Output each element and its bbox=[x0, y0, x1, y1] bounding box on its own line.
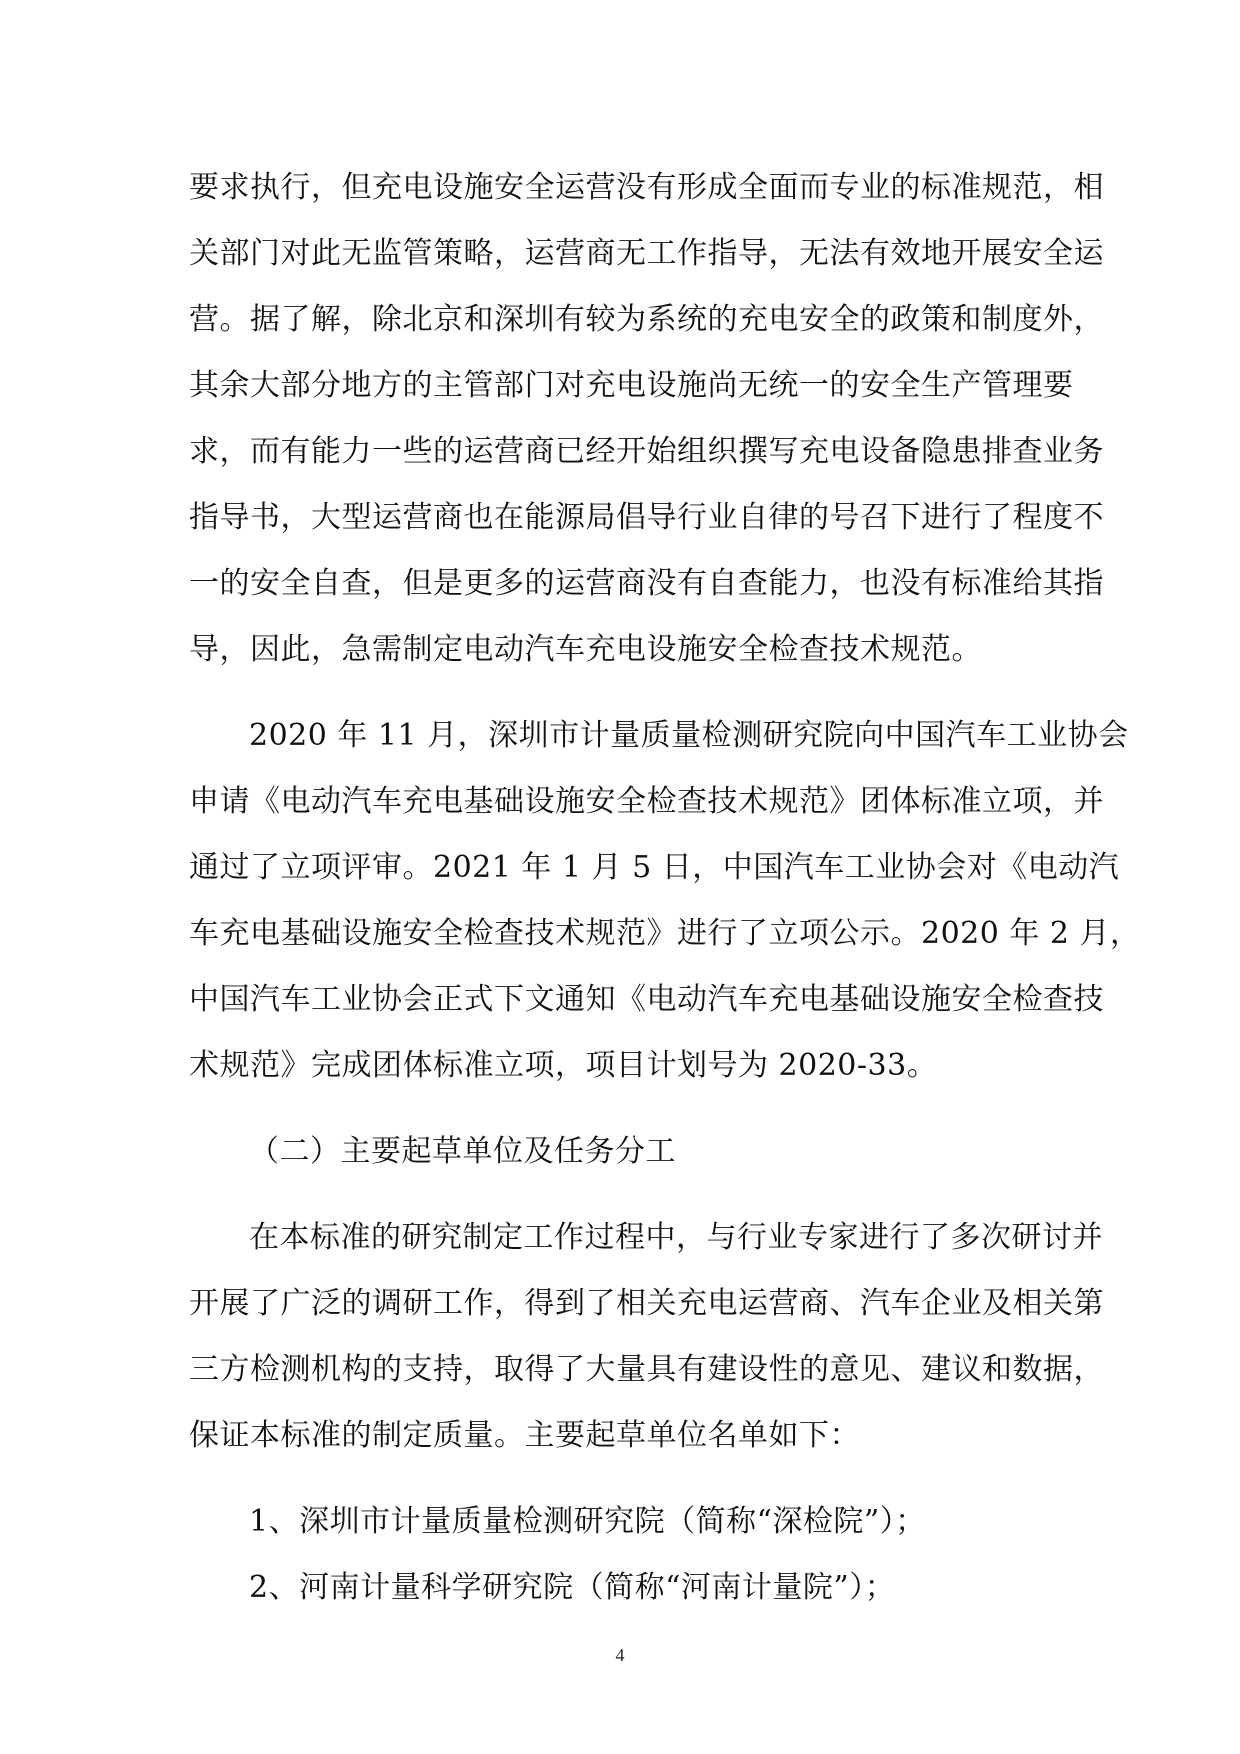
text-line: 保证本标准的制定质量。主要起草单位名单如下： bbox=[189, 1418, 860, 1453]
page-number: 4 bbox=[615, 1645, 625, 1665]
paragraph-project-history bbox=[189, 703, 1141, 1099]
text-line: 三方检测机构的支持，取得了大量具有建设性的意见、建议和数据， bbox=[189, 1352, 1104, 1387]
text-line: 指导书，大型运营商也在能源局倡导行业自律的号召下进行了程度不 bbox=[189, 500, 1104, 535]
text-line: 其余大部分地方的主管部门对充电设施尚无统一的安全生产管理要 bbox=[189, 368, 1074, 403]
text-line: 2020 年 11 月，深圳市计量质量检测研究院向中国汽车工业协会 bbox=[249, 718, 1129, 753]
text-line: 开展了广泛的调研工作，得到了相关充电运营商、汽车企业及相关第 bbox=[189, 1286, 1104, 1321]
text-line: 中国汽车工业协会正式下文通知《电动汽车充电基础设施安全检查技 bbox=[189, 982, 1104, 1017]
text-line: 通过了立项评审。2021 年 1 月 5 日，中国汽车工业协会对《电动汽 bbox=[189, 850, 1120, 885]
text-line: 申请《电动汽车充电基础设施安全检查技术规范》团体标准立项，并 bbox=[189, 784, 1104, 819]
text-line: 求，而有能力一些的运营商已经开始组织撰写充电设备隐患排查业务 bbox=[189, 434, 1104, 469]
paragraph-gap bbox=[189, 683, 1054, 703]
text-line: 一的安全自查，但是更多的运营商没有自查能力，也没有标准给其指 bbox=[189, 566, 1104, 601]
text-line: 术规范》完成团体标准立项，项目计划号为 2020-33。 bbox=[189, 1048, 938, 1083]
paragraph-gap bbox=[189, 1185, 1054, 1205]
text-line: 要求执行，但充电设施安全运营没有形成全面而专业的标准规范，相 bbox=[189, 170, 1104, 205]
text-line: 导，因此，急需制定电动汽车充电设施安全检查技术规范。 bbox=[189, 632, 982, 667]
text-line: 车充电基础设施安全检查技术规范》进行了立项公示。2020 年 2 月， bbox=[189, 916, 1141, 951]
text-line: 关部门对此无监管策略，运营商无工作指导，无法有效地开展安全运 bbox=[189, 236, 1104, 271]
drafting-unit-list bbox=[189, 1489, 1054, 1621]
text-line: 营。据了解，除北京和深圳有较为系统的充电安全的政策和制度外， bbox=[189, 302, 1104, 337]
paragraph-gap bbox=[189, 1469, 1054, 1489]
paragraph-gap bbox=[189, 1099, 1054, 1119]
list-item: 2、河南计量科学研究院（简称“河南计量院”）； bbox=[249, 1570, 896, 1605]
section-heading bbox=[189, 1119, 1054, 1185]
section-heading-text: （二）主要起草单位及任务分工 bbox=[249, 1134, 676, 1169]
paragraph-background-continued bbox=[189, 155, 1104, 683]
text-line: 在本标准的研究制定工作过程中，与行业专家进行了多次研讨并 bbox=[249, 1220, 1103, 1255]
page-body bbox=[189, 155, 1141, 1621]
list-item: 1、深圳市计量质量检测研究院（简称“深检院”）； bbox=[249, 1504, 926, 1539]
paragraph-drafting-process bbox=[189, 1205, 1104, 1469]
